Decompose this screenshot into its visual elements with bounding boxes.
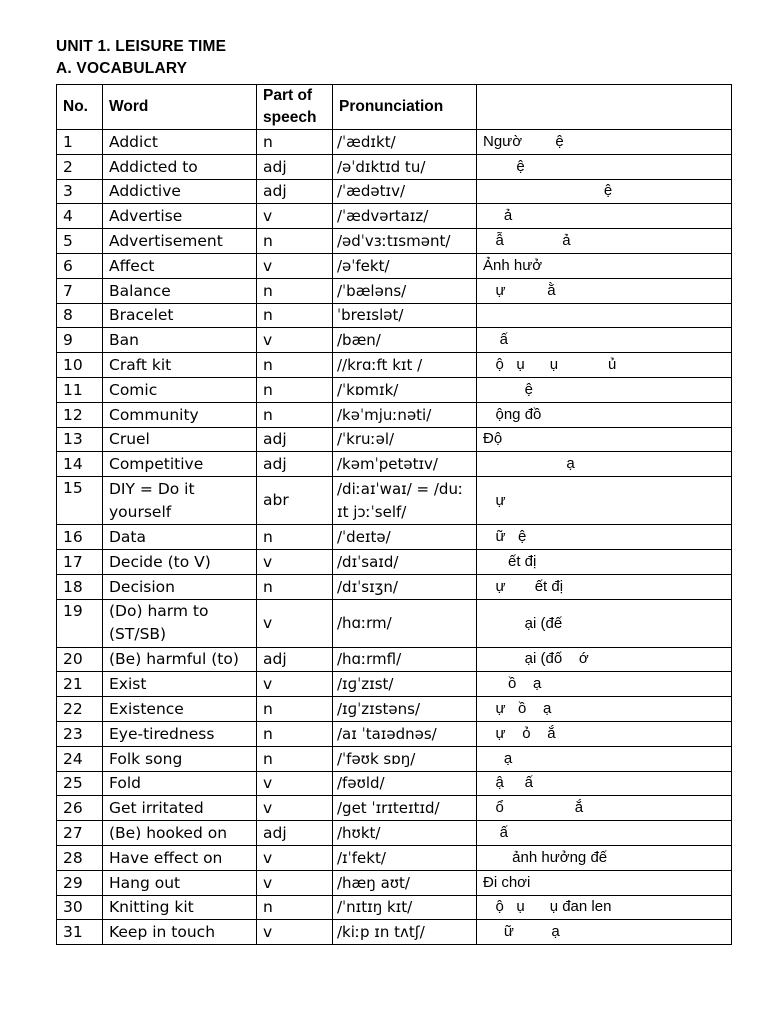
row-pronunciation: /ˈnɪtɪŋ kɪt/ xyxy=(333,895,477,920)
row-part-of-speech: v xyxy=(257,796,333,821)
row-number: 23 xyxy=(57,721,103,746)
row-meaning: Độ xyxy=(477,427,732,452)
row-part-of-speech: v xyxy=(257,771,333,796)
row-part-of-speech: n xyxy=(257,278,333,303)
row-word: Competitive xyxy=(103,452,257,477)
row-pronunciation: /aɪ ˈtaɪədnəs/ xyxy=(333,721,477,746)
row-meaning: ự ồ ạ xyxy=(477,697,732,722)
row-pronunciation: /diːaɪˈwaɪ/ = /duː ɪt jɔːˈself/ xyxy=(333,477,477,525)
row-word: Keep in touch xyxy=(103,920,257,945)
row-word: Addicted to xyxy=(103,154,257,179)
row-number: 29 xyxy=(57,870,103,895)
row-number: 7 xyxy=(57,278,103,303)
row-part-of-speech: n xyxy=(257,229,333,254)
row-pronunciation: /bæn/ xyxy=(333,328,477,353)
row-part-of-speech: v xyxy=(257,845,333,870)
row-word: Craft kit xyxy=(103,353,257,378)
table-row xyxy=(57,253,732,278)
row-part-of-speech: v xyxy=(257,328,333,353)
row-part-of-speech: n xyxy=(257,574,333,599)
row-word: Cruel xyxy=(103,427,257,452)
row-meaning: ệ xyxy=(477,179,732,204)
row-word: (Do) harm to (ST/SB) xyxy=(103,599,257,647)
row-part-of-speech: abr xyxy=(257,477,333,525)
row-pronunciation: /ˈfəʊk sɒŋ/ xyxy=(333,746,477,771)
row-pronunciation: /ˈkruːəl/ xyxy=(333,427,477,452)
row-part-of-speech: v xyxy=(257,253,333,278)
row-part-of-speech: v xyxy=(257,672,333,697)
table-row xyxy=(57,796,732,821)
row-number: 15 xyxy=(57,477,103,525)
row-meaning: ộ ụ ụ ủ xyxy=(477,353,732,378)
vocabulary-table xyxy=(56,84,732,945)
row-number: 3 xyxy=(57,179,103,204)
row-meaning: ại (đố ớ xyxy=(477,647,732,672)
row-number: 24 xyxy=(57,746,103,771)
row-meaning: ả xyxy=(477,204,732,229)
row-pronunciation: /hɑːrmfl/ xyxy=(333,647,477,672)
row-meaning: Ảnh hưở xyxy=(477,253,732,278)
row-part-of-speech: v xyxy=(257,204,333,229)
row-part-of-speech: adj xyxy=(257,154,333,179)
row-meaning: ậ ấ xyxy=(477,771,732,796)
row-meaning: ệ xyxy=(477,154,732,179)
row-word: Bracelet xyxy=(103,303,257,328)
header-pronunciation: Pronunciation xyxy=(333,85,477,130)
row-pronunciation: /get ˈɪrɪteɪtɪd/ xyxy=(333,796,477,821)
row-word: Data xyxy=(103,525,257,550)
table-header-row xyxy=(57,85,732,130)
row-meaning: ự ỏ ắ xyxy=(477,721,732,746)
row-part-of-speech: adj xyxy=(257,821,333,846)
row-number: 25 xyxy=(57,771,103,796)
row-meaning: ồ ạ xyxy=(477,672,732,697)
row-word: Eye-tiredness xyxy=(103,721,257,746)
table-row xyxy=(57,647,732,672)
row-number: 13 xyxy=(57,427,103,452)
table-row xyxy=(57,278,732,303)
table-row xyxy=(57,179,732,204)
row-pronunciation: /hʊkt/ xyxy=(333,821,477,846)
header-meaning xyxy=(477,85,732,130)
row-meaning: ảnh hưởng đế xyxy=(477,845,732,870)
row-meaning: ổ ắ xyxy=(477,796,732,821)
row-part-of-speech: adj xyxy=(257,179,333,204)
row-meaning: ại (đế xyxy=(477,599,732,647)
table-row xyxy=(57,328,732,353)
row-meaning: ữ ệ xyxy=(477,525,732,550)
table-row xyxy=(57,771,732,796)
row-number: 20 xyxy=(57,647,103,672)
row-pronunciation: /ˈædvərtaɪz/ xyxy=(333,204,477,229)
row-number: 22 xyxy=(57,697,103,722)
row-pronunciation: /ədˈvɜːtɪsmənt/ xyxy=(333,229,477,254)
row-meaning: ệ xyxy=(477,377,732,402)
row-part-of-speech: n xyxy=(257,353,333,378)
row-pronunciation: /ˈkɒmɪk/ xyxy=(333,377,477,402)
row-part-of-speech: v xyxy=(257,599,333,647)
row-part-of-speech: adj xyxy=(257,427,333,452)
row-number: 14 xyxy=(57,452,103,477)
row-meaning: ự xyxy=(477,477,732,525)
row-pronunciation: /dɪˈsɪʒn/ xyxy=(333,574,477,599)
table-row xyxy=(57,845,732,870)
table-row xyxy=(57,697,732,722)
table-row xyxy=(57,920,732,945)
table-row xyxy=(57,549,732,574)
row-word: DIY = Do it yourself xyxy=(103,477,257,525)
row-pronunciation: /ˈædɪkt/ xyxy=(333,130,477,155)
row-part-of-speech: n xyxy=(257,746,333,771)
row-number: 27 xyxy=(57,821,103,846)
row-word: Ban xyxy=(103,328,257,353)
table-body xyxy=(57,130,732,945)
row-meaning: ộ ụ ụ đan len xyxy=(477,895,732,920)
row-word: Hang out xyxy=(103,870,257,895)
row-part-of-speech: n xyxy=(257,721,333,746)
row-pronunciation: /dɪˈsaɪd/ xyxy=(333,549,477,574)
row-part-of-speech: adj xyxy=(257,452,333,477)
row-word: Addictive xyxy=(103,179,257,204)
row-word: Fold xyxy=(103,771,257,796)
row-pronunciation: /ˈdeɪtə/ xyxy=(333,525,477,550)
row-number: 8 xyxy=(57,303,103,328)
row-word: Decision xyxy=(103,574,257,599)
row-word: Knitting kit xyxy=(103,895,257,920)
row-number: 17 xyxy=(57,549,103,574)
row-word: Balance xyxy=(103,278,257,303)
row-word: (Be) hooked on xyxy=(103,821,257,846)
table-row xyxy=(57,821,732,846)
table-row xyxy=(57,427,732,452)
row-word: Comic xyxy=(103,377,257,402)
document-header xyxy=(56,36,226,80)
row-meaning xyxy=(477,303,732,328)
table-row xyxy=(57,746,732,771)
row-pronunciation: //krɑːft kɪt / xyxy=(333,353,477,378)
row-meaning: ẫ ả xyxy=(477,229,732,254)
row-word: Folk song xyxy=(103,746,257,771)
row-part-of-speech: n xyxy=(257,697,333,722)
row-pronunciation: /ˈbæləns/ xyxy=(333,278,477,303)
table-row xyxy=(57,229,732,254)
row-meaning: ữ ạ xyxy=(477,920,732,945)
row-part-of-speech: v xyxy=(257,870,333,895)
row-word: Affect xyxy=(103,253,257,278)
row-pronunciation: /kiːp ɪn tʌtʃ/ xyxy=(333,920,477,945)
row-meaning: ự ằ xyxy=(477,278,732,303)
row-word: Addict xyxy=(103,130,257,155)
row-part-of-speech: n xyxy=(257,525,333,550)
table-row xyxy=(57,154,732,179)
row-meaning: Ngườ ệ xyxy=(477,130,732,155)
row-number: 18 xyxy=(57,574,103,599)
row-part-of-speech: n xyxy=(257,895,333,920)
row-number: 19 xyxy=(57,599,103,647)
row-number: 28 xyxy=(57,845,103,870)
row-pronunciation: /kəmˈpetətɪv/ xyxy=(333,452,477,477)
row-meaning: ạ xyxy=(477,746,732,771)
row-pronunciation: /ɪˈfekt/ xyxy=(333,845,477,870)
table-row xyxy=(57,204,732,229)
row-number: 30 xyxy=(57,895,103,920)
row-number: 12 xyxy=(57,402,103,427)
row-pronunciation: /ˈædətɪv/ xyxy=(333,179,477,204)
table-row xyxy=(57,525,732,550)
row-pronunciation: /ɪɡˈzɪstəns/ xyxy=(333,697,477,722)
row-part-of-speech: n xyxy=(257,402,333,427)
header-part-of-speech: Part of speech xyxy=(257,85,333,130)
row-number: 16 xyxy=(57,525,103,550)
row-word: Existence xyxy=(103,697,257,722)
table-row xyxy=(57,599,732,647)
row-part-of-speech: adj xyxy=(257,647,333,672)
row-number: 21 xyxy=(57,672,103,697)
row-meaning: Đi chơi xyxy=(477,870,732,895)
row-number: 6 xyxy=(57,253,103,278)
row-pronunciation: /ɪɡˈzɪst/ xyxy=(333,672,477,697)
row-word: Exist xyxy=(103,672,257,697)
row-pronunciation: /hæŋ aʊt/ xyxy=(333,870,477,895)
table-row xyxy=(57,574,732,599)
row-number: 4 xyxy=(57,204,103,229)
row-word: Advertisement xyxy=(103,229,257,254)
row-number: 11 xyxy=(57,377,103,402)
row-number: 31 xyxy=(57,920,103,945)
row-part-of-speech: v xyxy=(257,920,333,945)
unit-title: UNIT 1. LEISURE TIME xyxy=(56,38,227,55)
row-word: Have effect on xyxy=(103,845,257,870)
row-number: 1 xyxy=(57,130,103,155)
row-part-of-speech: n xyxy=(257,130,333,155)
row-meaning: ấ xyxy=(477,328,732,353)
table-row xyxy=(57,721,732,746)
table-row xyxy=(57,452,732,477)
row-word: Community xyxy=(103,402,257,427)
row-pronunciation: /hɑːrm/ xyxy=(333,599,477,647)
table-row xyxy=(57,353,732,378)
row-word: Advertise xyxy=(103,204,257,229)
table-row xyxy=(57,477,732,525)
row-meaning: ộng đồ xyxy=(477,402,732,427)
table-row xyxy=(57,303,732,328)
table-row xyxy=(57,130,732,155)
row-number: 26 xyxy=(57,796,103,821)
row-pronunciation: /əˈdɪktɪd tu/ xyxy=(333,154,477,179)
row-meaning: ự ết đị xyxy=(477,574,732,599)
row-pronunciation: /əˈfekt/ xyxy=(333,253,477,278)
row-meaning: ết đị xyxy=(477,549,732,574)
row-meaning: ạ xyxy=(477,452,732,477)
header-word: Word xyxy=(103,85,257,130)
row-number: 5 xyxy=(57,229,103,254)
header-no: No. xyxy=(57,85,103,130)
table-row xyxy=(57,402,732,427)
row-part-of-speech: n xyxy=(257,377,333,402)
row-meaning: ấ xyxy=(477,821,732,846)
row-pronunciation: /fəʊld/ xyxy=(333,771,477,796)
row-part-of-speech: n xyxy=(257,303,333,328)
table-row xyxy=(57,895,732,920)
row-part-of-speech: v xyxy=(257,549,333,574)
row-word: Get irritated xyxy=(103,796,257,821)
table-row xyxy=(57,377,732,402)
row-pronunciation: /kəˈmjuːnəti/ xyxy=(333,402,477,427)
row-word: Decide (to V) xyxy=(103,549,257,574)
row-number: 9 xyxy=(57,328,103,353)
row-number: 10 xyxy=(57,353,103,378)
table-row xyxy=(57,672,732,697)
row-word: (Be) harmful (to) xyxy=(103,647,257,672)
table-row xyxy=(57,870,732,895)
section-title: A. VOCABULARY xyxy=(56,60,188,77)
row-number: 2 xyxy=(57,154,103,179)
row-pronunciation: ˈbreɪslət/ xyxy=(333,303,477,328)
